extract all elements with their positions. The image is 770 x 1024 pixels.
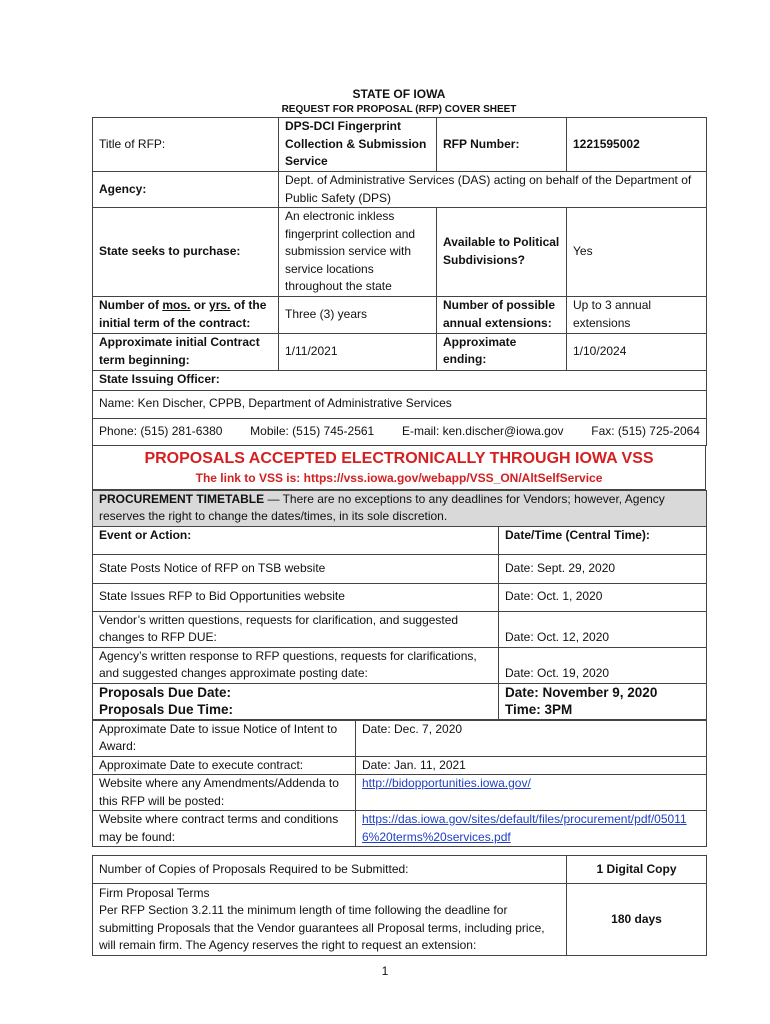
timetable-table	[92, 490, 707, 720]
due-time-value: Time: 3PM	[505, 702, 573, 717]
timetable-row-date: Date: Oct. 1, 2020	[499, 583, 707, 611]
begin-label: Approximate initial Contract term beginning:	[93, 333, 279, 370]
copies-table	[92, 855, 707, 956]
amendments-label: Website where any Amendments/Addenda to this RFP will be posted:	[93, 775, 356, 811]
due-date-value: Date: November 9, 2020	[505, 684, 658, 700]
event-header: Event or Action:	[93, 526, 499, 554]
amendments-cell	[356, 775, 707, 811]
purchase-value: An electronic inkless fingerprint collection and submission service with service locations throughout the state	[279, 208, 437, 297]
date-header: Date/Time (Central Time):	[499, 526, 707, 554]
document-subtitle: REQUEST FOR PROPOSAL (RFP) COVER SHEET	[281, 104, 517, 115]
extensions-value: Up to 3 annual extensions	[567, 296, 707, 333]
ending-label: Approximate ending:	[437, 333, 567, 370]
rfp-cover-sheet	[92, 86, 706, 956]
officer-name: Name: Ken Discher, CPPB, Department of Administrative Services	[93, 390, 707, 418]
execute-value: Date: Jan. 11, 2021	[356, 756, 707, 775]
terms-label: Website where contract terms and conditions may be found:	[93, 811, 356, 847]
timetable-row-event: Vendor’s written questions, requests for clarification, and suggested changes to RFP DUE:	[93, 611, 499, 647]
spacer	[92, 847, 706, 855]
cover-info-table	[92, 117, 707, 446]
timetable-row-date: Date: Sept. 29, 2020	[499, 554, 707, 583]
purchase-label: State seeks to purchase:	[93, 208, 279, 297]
copies-value: 1 Digital Copy	[567, 856, 707, 884]
agency-value: Dept. of Administrative Services (DAS) acting on behalf of the Department of Public Safety (DPS)	[279, 172, 707, 208]
timetable-row-event: State Posts Notice of RFP on TSB website	[93, 554, 499, 583]
terms-cell	[356, 811, 707, 847]
rfp-number-value: 1221595002	[567, 118, 707, 172]
term-value: Three (3) years	[279, 296, 437, 333]
firm-terms-value: 180 days	[567, 884, 707, 956]
officer-label: State Issuing Officer:	[93, 370, 707, 390]
officer-fax: Fax: (515) 725-2064	[591, 423, 700, 438]
copies-label: Number of Copies of Proposals Required to be Submitted:	[93, 856, 567, 884]
political-value: Yes	[567, 208, 707, 297]
ending-value: 1/10/2024	[567, 333, 707, 370]
due-date-label: Proposals Due Date:	[99, 684, 232, 700]
timetable-row-event: Agency’s written response to RFP questions, requests for clarifications, and suggested changes approximate posting date:	[93, 647, 499, 683]
vss-link[interactable]: The link to VSS is: https://vss.iowa.gov/webapp/VSS_ON/AltSelfService	[195, 470, 603, 485]
officer-email: E-mail: ken.discher@iowa.gov	[401, 423, 564, 438]
officer-contacts	[93, 418, 707, 445]
intent-value: Date: Dec. 7, 2020	[356, 720, 707, 756]
execute-label: Approximate Date to execute contract:	[93, 756, 356, 775]
timetable-row-date: Date: Oct. 19, 2020	[499, 647, 707, 683]
timetable-row-event: State Issues RFP to Bid Opportunities website	[93, 583, 499, 611]
intent-label: Approximate Date to issue Notice of Intent to Award:	[93, 720, 356, 756]
extensions-label: Number of possible annual extensions:	[437, 296, 567, 333]
rfp-number-label: RFP Number:	[437, 118, 567, 172]
officer-phone: Phone: (515) 281-6380	[99, 423, 223, 438]
vss-banner	[92, 446, 706, 490]
firm-terms-cell	[93, 884, 567, 956]
officer-mobile: Mobile: (515) 745-2561	[250, 423, 375, 438]
timetable-row-date: Date: Oct. 12, 2020	[499, 611, 707, 647]
amendments-link[interactable]: http://bidopportunities.iowa.gov/	[362, 776, 531, 790]
title-value: DPS-DCI Fingerprint Collection & Submission Service	[279, 118, 437, 172]
page-number: 1	[381, 964, 389, 978]
begin-value: 1/11/2021	[279, 333, 437, 370]
later-dates-table	[92, 720, 707, 848]
vss-title: PROPOSALS ACCEPTED ELECTRONICALLY THROUGH IOWA VSS	[144, 449, 654, 467]
firm-terms-text: Per RFP Section 3.2.11 the minimum length of time following the deadline for submitting Proposals that the Vendor guarantees all Proposal terms, including price, will remain firm. The Agency reserves the right to request an extension:	[99, 903, 545, 952]
timetable-heading: PROCUREMENT TIMETABLE — There are no exceptions to any deadlines for Vendors; however, Agency reserves the right to change the dates/times, in its sole discretion.	[93, 490, 707, 526]
term-label: Number of mos. or yrs. of the initial term of the contract:	[93, 296, 279, 333]
state-heading: STATE OF IOWA	[352, 87, 446, 101]
proposals-due-values	[499, 683, 707, 719]
due-time-label: Proposals Due Time:	[99, 702, 234, 717]
agency-label: Agency:	[93, 172, 279, 208]
firm-terms-title: Firm Proposal Terms	[99, 885, 210, 900]
terms-link[interactable]: https://das.iowa.gov/sites/default/files/procurement/pdf/050116%20terms%20services.pdf	[362, 812, 687, 844]
title-label: Title of RFP:	[93, 118, 279, 172]
political-label: Available to Political Subdivisions?	[437, 208, 567, 297]
proposals-due-labels	[93, 683, 499, 719]
